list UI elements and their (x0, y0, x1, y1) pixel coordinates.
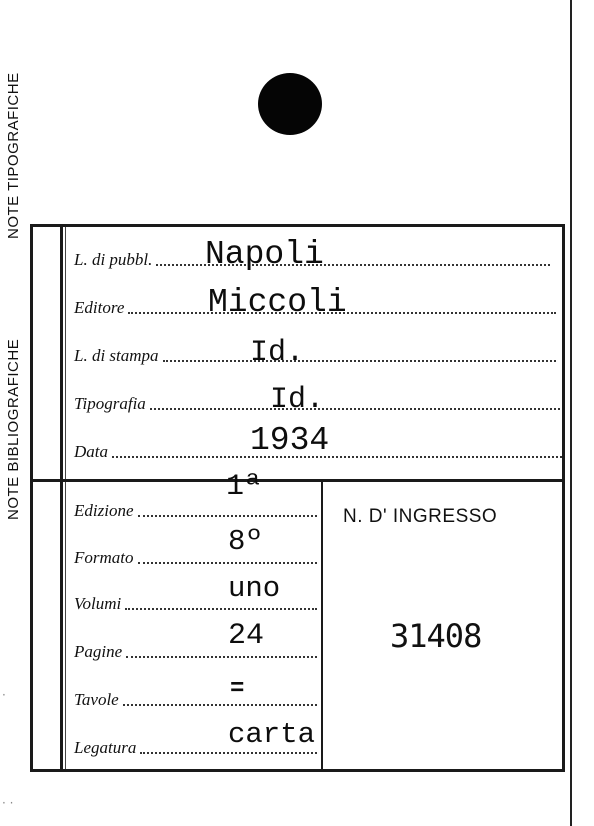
dotted-line (163, 359, 556, 362)
field-label: Pagine (74, 642, 123, 661)
scan-speck: · (2, 688, 6, 702)
dotted-line (123, 703, 317, 706)
field-tavole (74, 690, 317, 710)
field-label: Edizione (74, 501, 134, 520)
field-label: Legatura (74, 738, 137, 757)
field-value-tavole: = (230, 676, 245, 703)
field-luogo-stampa (74, 346, 556, 366)
field-value-pagine: 24 (228, 619, 265, 653)
field-label: Tipografia (74, 394, 146, 413)
section-divider (33, 479, 562, 482)
field-value-editore: Miccoli (208, 284, 347, 321)
field-label: Formato (74, 548, 134, 567)
label-column-border-inner (65, 227, 66, 769)
field-value-volumi: uno (228, 572, 281, 605)
field-label: Data (74, 442, 108, 461)
field-label: L. di stampa (74, 346, 159, 365)
field-label: Editore (74, 298, 125, 317)
field-value-formato: 8º (228, 525, 263, 558)
dotted-line (125, 607, 317, 610)
field-label: Tavole (74, 690, 119, 709)
dotted-line (138, 514, 318, 517)
ingresso-column-divider (321, 482, 323, 769)
field-edizione (74, 501, 317, 521)
punch-hole (258, 73, 322, 135)
section-label-bibliografiche: NOTE BIBLIOGRAFICHE (5, 338, 22, 520)
card-edge-line (570, 0, 572, 826)
field-label: Volumi (74, 594, 122, 613)
field-volumi (74, 594, 317, 614)
field-value-tipografia: Id. (270, 383, 325, 417)
ingresso-heading: N. D' INGRESSO (343, 506, 498, 527)
label-column-border (60, 227, 63, 769)
dotted-line (138, 561, 318, 564)
dotted-line (150, 407, 560, 410)
dotted-line (140, 751, 317, 754)
field-label: L. di pubbl. (74, 250, 153, 269)
ingresso-number: 31408 (390, 617, 482, 655)
field-value-edizione: 1ª (226, 470, 263, 504)
dotted-line (126, 655, 317, 658)
dotted-line (112, 455, 562, 458)
field-value-luogo-stampa: Id. (250, 336, 305, 370)
scan-speck: · · (2, 796, 14, 810)
section-label-tipografiche: NOTE TIPOGRAFICHE (5, 72, 22, 239)
field-value-data: 1934 (250, 422, 330, 459)
field-value-luogo-pubblicazione: Napoli (205, 236, 324, 273)
field-formato (74, 548, 317, 568)
field-value-legatura: carta (228, 718, 316, 751)
field-pagine (74, 642, 317, 662)
